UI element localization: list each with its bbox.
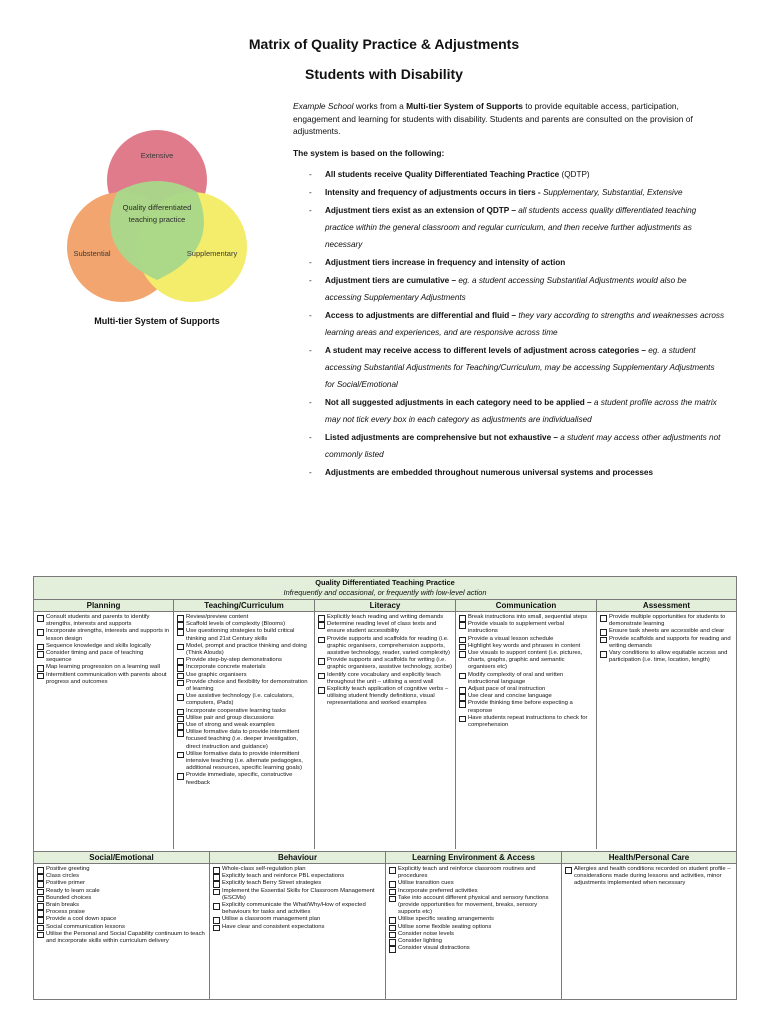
checklist-item[interactable]: Provide supports and scaffolds for writing (i.e. graphic organisers, assistive technology, scribe) bbox=[318, 657, 452, 671]
document-title: Matrix of Quality Practice & Adjustments bbox=[248, 36, 520, 52]
checklist-item[interactable]: Incorporate strengths, interests and supports in lesson design bbox=[37, 628, 170, 642]
checklist-item[interactable]: Highlight key words and phrases in content bbox=[459, 643, 593, 650]
column-heading: Assessment bbox=[597, 600, 736, 612]
checklist-item[interactable]: Review/preview content bbox=[177, 614, 311, 621]
checklist-item[interactable]: Utilise the Personal and Social Capability continuum to teach and incorporate skills within curriculum delivery bbox=[37, 931, 206, 945]
matrix-subtitle: Infrequently and occasional, or frequently with low-level action bbox=[283, 588, 487, 597]
venn-diagram bbox=[62, 130, 252, 310]
matrix-column-health-personal-care bbox=[562, 852, 736, 1000]
matrix-column-communication bbox=[456, 600, 597, 849]
principle-item bbox=[293, 184, 725, 201]
checklist-item[interactable]: Provide choice and flexibility for demonstration of learning bbox=[177, 679, 311, 693]
principle-italic: a student profile across the matrix may not tick every box in each category as adjustments are individualised bbox=[325, 398, 717, 424]
checklist-item[interactable]: Provide immediate, specific, constructive feedback bbox=[177, 772, 311, 786]
venn-label-center-2: teaching practice bbox=[128, 215, 186, 224]
checklist-item[interactable]: Provide thinking time before expecting a response bbox=[459, 700, 593, 714]
principle-item bbox=[293, 429, 725, 463]
principle-bold: A student may receive access to different levels of adjustment across categories – bbox=[325, 346, 649, 355]
column-heading: Health/Personal Care bbox=[562, 852, 736, 864]
matrix-header bbox=[34, 577, 736, 600]
checklist-item[interactable]: Provide step-by-step demonstrations bbox=[177, 657, 311, 664]
checklist-item[interactable]: Ensure task sheets are accessible and clear bbox=[600, 628, 733, 635]
checklist-item[interactable]: Determine reading level of class texts and ensure student accessibility bbox=[318, 621, 452, 635]
matrix-column-behaviour bbox=[210, 852, 386, 1000]
principle-item bbox=[293, 342, 725, 393]
checklist bbox=[174, 612, 314, 787]
checklist-item[interactable]: Utilise specific seating arrangements bbox=[389, 916, 558, 923]
checklist-item[interactable]: Identify core vocabulary and explicitly teach throughout the unit – utilising a word wall bbox=[318, 672, 452, 686]
checklist-item[interactable]: Implement the Essential Skills for Classroom Management (ESCMs) bbox=[213, 888, 382, 902]
principle-bold: Listed adjustments are comprehensive but not exhaustive – bbox=[325, 433, 561, 442]
principle-bold: All students receive Quality Differentiated Teaching Practice bbox=[325, 170, 560, 179]
checklist-item[interactable]: Map learning progression on a learning wall bbox=[37, 664, 170, 671]
matrix-row-1 bbox=[34, 600, 736, 849]
checklist-item[interactable]: Have clear and consistent expectations bbox=[213, 924, 382, 931]
principle-item bbox=[293, 307, 725, 341]
principle-item bbox=[293, 254, 725, 271]
checklist-item[interactable]: Class circles bbox=[37, 873, 206, 880]
principle-italic: eg. a student accessing Substantial Adjustments would also be accessing Supplementary Adjustments bbox=[325, 276, 687, 302]
principle-bold: Adjustments are embedded throughout numerous universal systems and processes bbox=[325, 468, 654, 477]
checklist-item[interactable]: Have students repeat instructions to check for comprehension bbox=[459, 715, 593, 729]
checklist-item[interactable]: Utilise a classroom management plan bbox=[213, 916, 382, 923]
checklist bbox=[210, 864, 385, 931]
principle-item bbox=[293, 272, 725, 306]
matrix-column-learning-environment-access bbox=[386, 852, 562, 1000]
matrix-title: Quality Differentiated Teaching Practice bbox=[315, 578, 455, 587]
checklist-item[interactable]: Incorporate preferred activities bbox=[389, 888, 558, 895]
checklist-item[interactable]: Bounded choices bbox=[37, 895, 206, 902]
checklist-item[interactable]: Utilise formative data to provide intermittent focused teaching (i.e. deeper investigation, direct instruction and guidance) bbox=[177, 729, 311, 751]
checklist-item[interactable]: Use assistive technology (i.e. calculators, computers, iPads) bbox=[177, 693, 311, 707]
matrix-column-literacy bbox=[315, 600, 456, 849]
checklist-item[interactable]: Explicitly teach and reinforce classroom routines and procedures bbox=[389, 866, 558, 880]
adjustments-matrix bbox=[33, 576, 737, 1000]
venn-label-extensive: Extensive bbox=[140, 151, 174, 160]
venn-label-center-1: Quality differentiated bbox=[122, 203, 192, 212]
checklist bbox=[34, 864, 209, 945]
checklist-item[interactable]: Consider visual distractions bbox=[389, 945, 558, 952]
checklist-item[interactable]: Positive greeting bbox=[37, 866, 206, 873]
principle-italic: all students access quality differentiated teaching practice within the general classroom and regular curriculum, and then receive further adjustments as necessary bbox=[325, 206, 697, 249]
matrix-row-2 bbox=[34, 851, 736, 1000]
checklist-item[interactable]: Brain breaks bbox=[37, 902, 206, 909]
checklist-item[interactable]: Intermittent communication with parents about progress and outcomes bbox=[37, 672, 170, 686]
checklist-item[interactable]: Utilise transition cues bbox=[389, 880, 558, 887]
column-heading: Social/Emotional bbox=[34, 852, 209, 864]
principle-bold: Adjustment tiers increase in frequency and intensity of action bbox=[325, 258, 566, 267]
checklist-item[interactable]: Provide visuals to supplement verbal instructions bbox=[459, 621, 593, 635]
checklist-item[interactable]: Utilise formative data to provide intermittent intensive teaching (i.e. alternate pedagogies, additional resources, specific learning goals) bbox=[177, 751, 311, 773]
intro-paragraph bbox=[293, 100, 715, 138]
checklist-item[interactable]: Consider noise levels bbox=[389, 931, 558, 938]
checklist-item[interactable]: Adjust pace of oral instruction bbox=[459, 686, 593, 693]
checklist-item[interactable]: Allergies and health conditions recorded on student profile – considerations made during lessons and activities, minor adjustments implemented when necessary bbox=[565, 866, 733, 888]
intro-bold: Multi-tier System of Supports bbox=[406, 101, 523, 111]
column-heading: Learning Environment & Access bbox=[386, 852, 561, 864]
checklist-item[interactable]: Consider timing and pace of teaching sequence bbox=[37, 650, 170, 664]
column-heading: Planning bbox=[34, 600, 173, 612]
checklist-item[interactable]: Take into account different physical and sensory functions (provide opportunities for movement, breaks, sensory supports etc) bbox=[389, 895, 558, 917]
checklist-item[interactable]: Provide scaffolds and supports for reading and writing demands bbox=[600, 636, 733, 650]
principle-italic: a student may access other adjustments not commonly listed bbox=[325, 433, 721, 459]
principle-italic: Supplementary, Substantial, Extensive bbox=[542, 188, 683, 197]
checklist-item[interactable]: Use of strong and weak examples bbox=[177, 722, 311, 729]
checklist-item[interactable]: Provide supports and scaffolds for reading (i.e. graphic organisers, comprehension supports, assistive technology, reader, varied complexity) bbox=[318, 636, 452, 658]
checklist bbox=[597, 612, 736, 664]
checklist-item[interactable]: Explicitly teach application of cognitive verbs – utilising student friendly definitions, visual representations and worked examples bbox=[318, 686, 452, 708]
venn-label-supplementary: Supplementary bbox=[186, 249, 238, 258]
principle-item bbox=[293, 394, 725, 428]
column-heading: Communication bbox=[456, 600, 596, 612]
checklist-item[interactable]: Utilise pair and group discussions bbox=[177, 715, 311, 722]
checklist-item[interactable]: Explicitly teach reading and writing demands bbox=[318, 614, 452, 621]
checklist-item[interactable]: Incorporate concrete materials bbox=[177, 664, 311, 671]
column-heading: Behaviour bbox=[210, 852, 385, 864]
venn-label-substantial: Substential bbox=[73, 249, 111, 258]
checklist-item[interactable]: Use graphic organisers bbox=[177, 672, 311, 679]
principle-bold: Access to adjustments are differential and fluid – bbox=[325, 311, 519, 320]
checklist-item[interactable]: Process praise bbox=[37, 909, 206, 916]
checklist-item[interactable]: Model, prompt and practice thinking and doing (Think Alouds) bbox=[177, 643, 311, 657]
principle-rest: (QDTP) bbox=[559, 170, 590, 179]
based-on-heading: The system is based on the following: bbox=[293, 148, 445, 158]
checklist-item[interactable]: Positive primer bbox=[37, 880, 206, 887]
checklist bbox=[562, 864, 736, 888]
checklist-item[interactable]: Vary conditions to allow equitable access and participation (i.e. time, location, length) bbox=[600, 650, 733, 664]
checklist-item[interactable]: Consult students and parents to identify strengths, interests and supports bbox=[37, 614, 170, 628]
column-heading: Teaching/Curriculum bbox=[174, 600, 314, 612]
checklist-item[interactable]: Break instructions into small, sequential steps bbox=[459, 614, 593, 621]
checklist bbox=[456, 612, 596, 729]
checklist-item[interactable]: Explicitly communicate the What/Why/How of expected behaviours for tasks and activities bbox=[213, 902, 382, 916]
matrix-column-teaching-curriculum bbox=[174, 600, 315, 849]
checklist-item[interactable]: Scaffold levels of complexity (Blooms) bbox=[177, 621, 311, 628]
matrix-column-assessment bbox=[597, 600, 736, 849]
checklist-item[interactable]: Utilise some flexible seating options bbox=[389, 924, 558, 931]
principle-item bbox=[293, 464, 725, 481]
checklist-item[interactable]: Use questioning strategies to build critical thinking and 21st Century skills bbox=[177, 628, 311, 642]
checklist bbox=[386, 864, 561, 952]
checklist-item[interactable]: Social communication lessons bbox=[37, 924, 206, 931]
checklist-item[interactable]: Explicitly teach Berry Street strategies bbox=[213, 880, 382, 887]
principle-bold: Adjustment tiers are cumulative – bbox=[325, 276, 459, 285]
principle-item bbox=[293, 202, 725, 253]
checklist-item[interactable]: Ready to learn scale bbox=[37, 888, 206, 895]
school-name: Example School bbox=[293, 101, 354, 111]
document-subtitle: Students with Disability bbox=[305, 66, 463, 82]
checklist-item[interactable]: Use clear and concise language bbox=[459, 693, 593, 700]
principles-list bbox=[293, 166, 725, 482]
checklist bbox=[34, 612, 173, 686]
principle-bold: Adjustment tiers exist as an extension of QDTP – bbox=[325, 206, 519, 215]
checklist-item[interactable]: Use visuals to support content (i.e. pictures, charts, graphs, graphic and semantic organisers etc) bbox=[459, 650, 593, 672]
checklist-item[interactable]: Provide a cool down space bbox=[37, 916, 206, 923]
venn-caption: Multi-tier System of Supports bbox=[94, 316, 220, 326]
checklist-item[interactable]: Incorporate cooperative learning tasks bbox=[177, 708, 311, 715]
checklist-item[interactable]: Consider lighting bbox=[389, 938, 558, 945]
checklist-item[interactable]: Provide multiple opportunities for students to demonstrate learning bbox=[600, 614, 733, 628]
principle-item bbox=[293, 166, 725, 183]
column-heading: Literacy bbox=[315, 600, 455, 612]
intro-text-2: to provide equitable access, participation, engagement and learning for students with disability. Students and parents are consulted on the provision of adjustments. bbox=[293, 101, 693, 136]
checklist-item[interactable]: Explicitly teach and reinforce PBL expectations bbox=[213, 873, 382, 880]
checklist-item[interactable]: Whole-class self-regulation plan bbox=[213, 866, 382, 873]
matrix-column-planning bbox=[34, 600, 174, 849]
checklist bbox=[315, 612, 455, 708]
matrix-column-social-emotional bbox=[34, 852, 210, 1000]
checklist-item[interactable]: Provide a visual lesson schedule bbox=[459, 636, 593, 643]
checklist-item[interactable]: Modify complexity of oral and written instructional language bbox=[459, 672, 593, 686]
intro-text-1: works from a bbox=[353, 101, 407, 111]
principle-bold: Not all suggested adjustments in each category need to be applied – bbox=[325, 398, 594, 407]
principle-italic: eg. a student accessing Substantial Adjustments for Teaching/Curriculum, may be accessing Supplementary Adjustments for Social/Emotional bbox=[325, 346, 715, 389]
checklist-item[interactable]: Sequence knowledge and skills logically bbox=[37, 643, 170, 650]
principle-italic: they vary according to strengths and weaknesses across learning areas and experiences, and are responsive across time bbox=[325, 311, 725, 337]
principle-bold: Intensity and frequency of adjustments occurs in tiers - bbox=[325, 188, 543, 197]
